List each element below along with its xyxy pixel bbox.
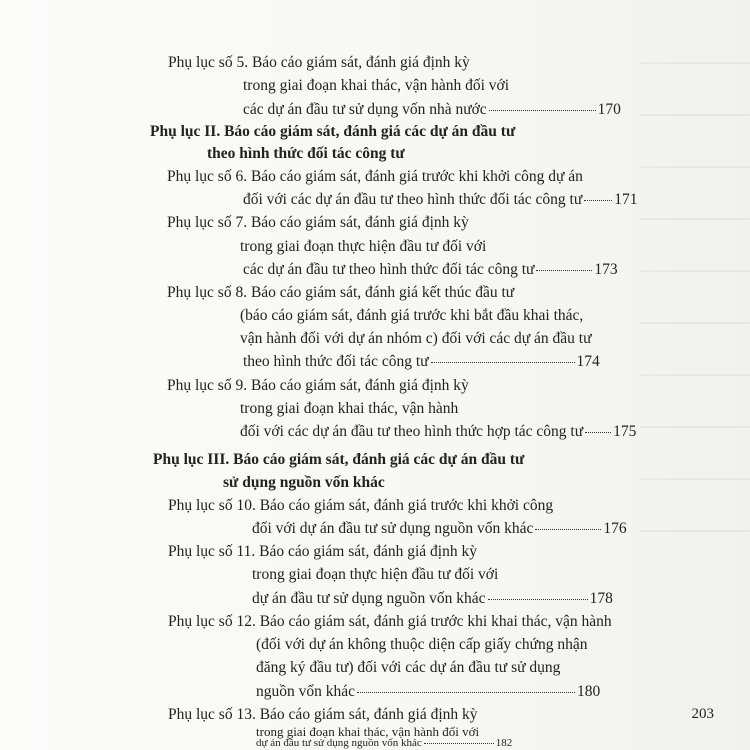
toc-entry-line: đối với các dự án đầu tư theo hình thức đối tác công tư	[243, 191, 583, 208]
toc-entry-title: Phụ lục số 11. Báo cáo giám sát, đánh giá định kỳ	[168, 543, 477, 560]
toc-page-number: 180	[577, 683, 601, 700]
toc-entry-line: trong giai đoạn khai thác, vận hành	[240, 400, 459, 417]
toc-leader-row	[243, 353, 600, 371]
toc-page-number: 171	[614, 191, 638, 208]
dot-leader	[584, 200, 612, 201]
toc-entry-line: dự án đầu tư sử dụng nguồn vốn khác	[256, 737, 422, 749]
toc-page-number: 178	[589, 590, 613, 607]
toc-entry-line: (báo cáo giám sát, đánh giá trước khi bắt đầu khai thác,	[240, 307, 584, 324]
toc-entry-title: Phụ lục số 12. Báo cáo giám sát, đánh giá trước khi khai thác, vận hành	[168, 613, 612, 630]
toc-entry-line: trong giai đoạn khai thác, vận hành đối với	[243, 77, 510, 94]
toc-entry-title: Phụ lục số 9. Báo cáo giám sát, đánh giá định kỳ	[167, 377, 469, 394]
section-heading-line: sử dụng nguồn vốn khác	[223, 474, 385, 491]
toc-leader-row	[256, 683, 600, 701]
dot-leader	[489, 110, 596, 111]
toc-entry-line: đối với dự án đầu tư sử dụng nguồn vốn khác	[252, 520, 534, 537]
toc-leader-row	[243, 191, 637, 209]
toc-entry-title: Phụ lục số 7. Báo cáo giám sát, đánh giá định kỳ	[167, 214, 469, 231]
dot-leader	[536, 270, 592, 271]
toc-leader-row	[243, 101, 621, 119]
toc-entry-title: Phụ lục số 6. Báo cáo giám sát, đánh giá trước khi khởi công dự án	[167, 168, 583, 185]
toc-entry-title: Phụ lục số 5. Báo cáo giám sát, đánh giá định kỳ	[168, 54, 470, 71]
section-heading: Phụ lục II. Báo cáo giám sát, đánh giá các dự án đầu tư	[150, 123, 516, 140]
dot-leader	[535, 529, 601, 530]
toc-leader-row	[256, 738, 512, 749]
toc-entry-line: theo hình thức đối tác công tư	[243, 353, 429, 370]
bleed-through-shadow	[640, 40, 750, 560]
section-heading: Phụ lục III. Báo cáo giám sát, đánh giá các dự án đầu tư	[153, 451, 525, 468]
dot-leader	[488, 599, 588, 600]
toc-leader-row	[243, 261, 618, 279]
toc-entry-line: trong giai đoạn thực hiện đầu tư đối với	[240, 238, 487, 255]
toc-leader-row	[252, 520, 627, 538]
dot-leader	[424, 743, 494, 744]
toc-entry-line: các dự án đầu tư theo hình thức đối tác công tư	[243, 261, 535, 278]
toc-entry-title: Phụ lục số 8. Báo cáo giám sát, đánh giá kết thúc đầu tư	[167, 284, 515, 301]
toc-page-number: 170	[597, 101, 621, 118]
toc-entry-line: vận hành đối với dự án nhóm c) đối với các dự án đầu tư	[240, 330, 592, 347]
dot-leader	[585, 432, 611, 433]
toc-entry-line: nguồn vốn khác	[256, 683, 356, 700]
toc-entry-line: đối với các dự án đầu tư theo hình thức hợp tác công tư	[240, 423, 584, 440]
toc-entry-title: Phụ lục số 10. Báo cáo giám sát, đánh giá trước khi khởi công	[168, 497, 554, 514]
toc-entry-line: đăng ký đầu tư) đối với các dự án đầu tư sử dụng	[256, 659, 561, 676]
toc-leader-row	[252, 590, 613, 608]
dot-leader	[431, 362, 575, 363]
toc-entry-line: trong giai đoạn thực hiện đầu tư đối với	[252, 566, 499, 583]
toc-page-number: 175	[613, 423, 637, 440]
toc-page-number: 174	[576, 353, 600, 370]
section-heading-line: theo hình thức đối tác công tư	[207, 145, 405, 162]
toc-page-number: 176	[603, 520, 627, 537]
page-number: 203	[691, 706, 714, 722]
toc-entry-line: các dự án đầu tư sử dụng vốn nhà nước	[243, 101, 487, 118]
toc-entry-line: dự án đầu tư sử dụng nguồn vốn khác	[252, 590, 486, 607]
toc-entry-line: (đối với dự án không thuộc diện cấp giấy chứng nhận	[256, 636, 588, 653]
toc-page-number: 173	[594, 261, 618, 278]
toc-entry-line: trong giai đoạn khai thác, vận hành đối với	[256, 724, 480, 739]
dot-leader	[357, 692, 575, 693]
toc-page-number: 182	[495, 737, 513, 749]
toc-entry-title: Phụ lục số 13. Báo cáo giám sát, đánh giá định kỳ	[168, 706, 478, 723]
toc-leader-row	[240, 423, 636, 441]
